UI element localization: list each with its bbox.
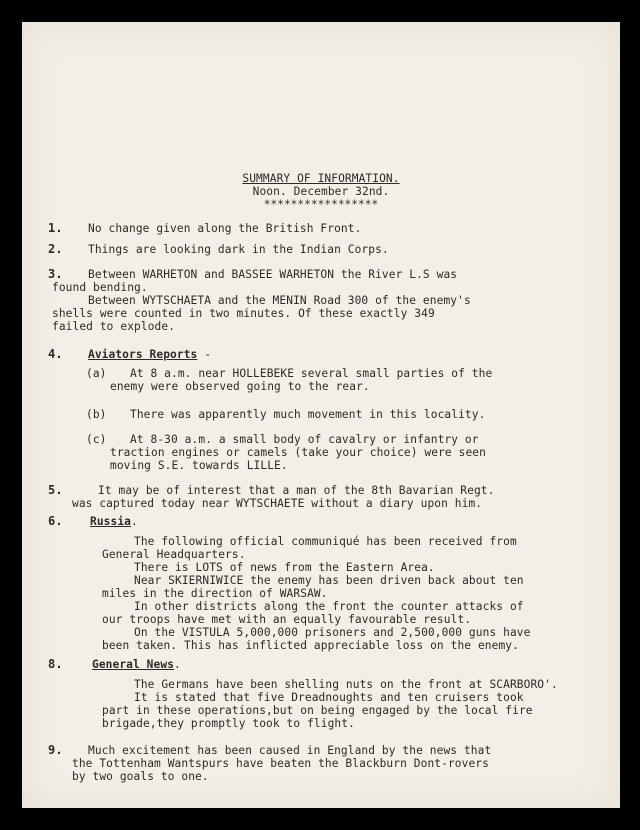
item-line: At 8-30 a.m. a small body of cavalry or infantry or [130,433,479,446]
item-line: On the VISTULA 5,000,000 prisoners and 2,500,000 guns have [134,626,531,639]
item-line: was captured today near WYTSCHAETE without a diary upon him. [72,497,483,510]
subitem-letter: (c) [86,433,107,446]
heading-suffix: . [131,515,138,528]
item-number: 8. [48,657,63,671]
item-line: No change given along the British Front. [88,222,362,235]
heading-suffix: - [197,348,212,361]
item-8 [48,657,592,671]
subitem-letter: (a) [86,367,107,380]
document-date: Noon. December 32nd. [252,185,390,198]
item-number: 5. [48,483,63,497]
item-1 [48,221,592,235]
item-2 [48,242,592,256]
item-line: our troops have met with an equally favourable result. [102,613,472,626]
section-heading: Russia [90,515,132,528]
item-line: Much excitement has been caused in England by the news that [88,744,492,757]
item-line: There is LOTS of news from the Eastern Area. [134,561,435,574]
item-line: At 8 a.m. near HOLLEBEKE several small parties of the [130,367,493,380]
item-line: found bending. [52,281,148,294]
document-title: SUMMARY OF INFORMATION. [242,172,400,185]
subitem-b [86,408,592,421]
item-4 [48,347,592,361]
item-line: enemy were observed going to the rear. [110,380,370,393]
item-6 [48,514,592,528]
document-body [22,22,620,808]
item-5 [48,483,592,510]
item-number: 2. [48,242,63,256]
item-line: miles in the direction of WARSAW. [102,587,328,600]
item-line: There was apparently much movement in this locality. [130,408,486,421]
item-number: 6. [48,514,63,528]
item-line: General Headquarters. [102,548,246,561]
subitem-c [86,433,592,472]
heading-suffix: . [174,658,181,671]
item-3 [48,267,592,333]
item-line: part in these operations,but on being engaged by the local fire [102,704,533,717]
item-line: The following official communiqué has been received from [134,535,517,548]
document-page [22,22,620,808]
title-rule: ***************** [263,198,379,211]
item-number: 1. [48,221,63,235]
section-heading: Aviators Reports [88,348,198,361]
item-line: by two goals to one. [72,770,209,783]
item-line: Between WARHETON and BASSEE WARHETON the River L.S was [88,268,458,281]
item-line: moving S.E. towards LILLE. [110,459,288,472]
item-line: It is stated that five Dreadnoughts and ten cruisers took [134,691,524,704]
item-number: 4. [48,347,63,361]
item-line: The Germans have been shelling nuts on the front at SCARBORO'. [134,678,558,691]
item-line: brigade,they promptly took to flight. [102,717,355,730]
item-8-body [88,678,592,730]
item-number: 9. [48,743,63,757]
item-6-body [88,535,592,652]
item-9 [48,743,592,783]
subitem-letter: (b) [86,408,107,421]
item-line: It may be of interest that a man of the 8th Bavarian Regt. [98,484,495,497]
document-header [22,172,620,211]
item-line: Between WYTSCHAETA and the MENIN Road 300 of the enemy's [88,294,471,307]
item-line: failed to explode. [52,320,176,333]
item-line: In other districts along the front the counter attacks of [134,600,524,613]
subitem-a [86,367,592,393]
item-line: been taken. This has inflicted appreciable loss on the enemy. [102,639,519,652]
item-line: shells were counted in two minutes. Of these exactly 349 [52,307,435,320]
section-heading: General News [92,658,175,671]
item-line: Near SKIERNIWICE the enemy has been driven back about ten [134,574,524,587]
item-line: the Tottenham Wantspurs have beaten the Blackburn Dont-rovers [72,757,489,770]
item-number: 3. [48,267,63,281]
item-line: Things are looking dark in the Indian Corps. [88,243,389,256]
item-line: traction engines or camels (take your choice) were seen [110,446,486,459]
